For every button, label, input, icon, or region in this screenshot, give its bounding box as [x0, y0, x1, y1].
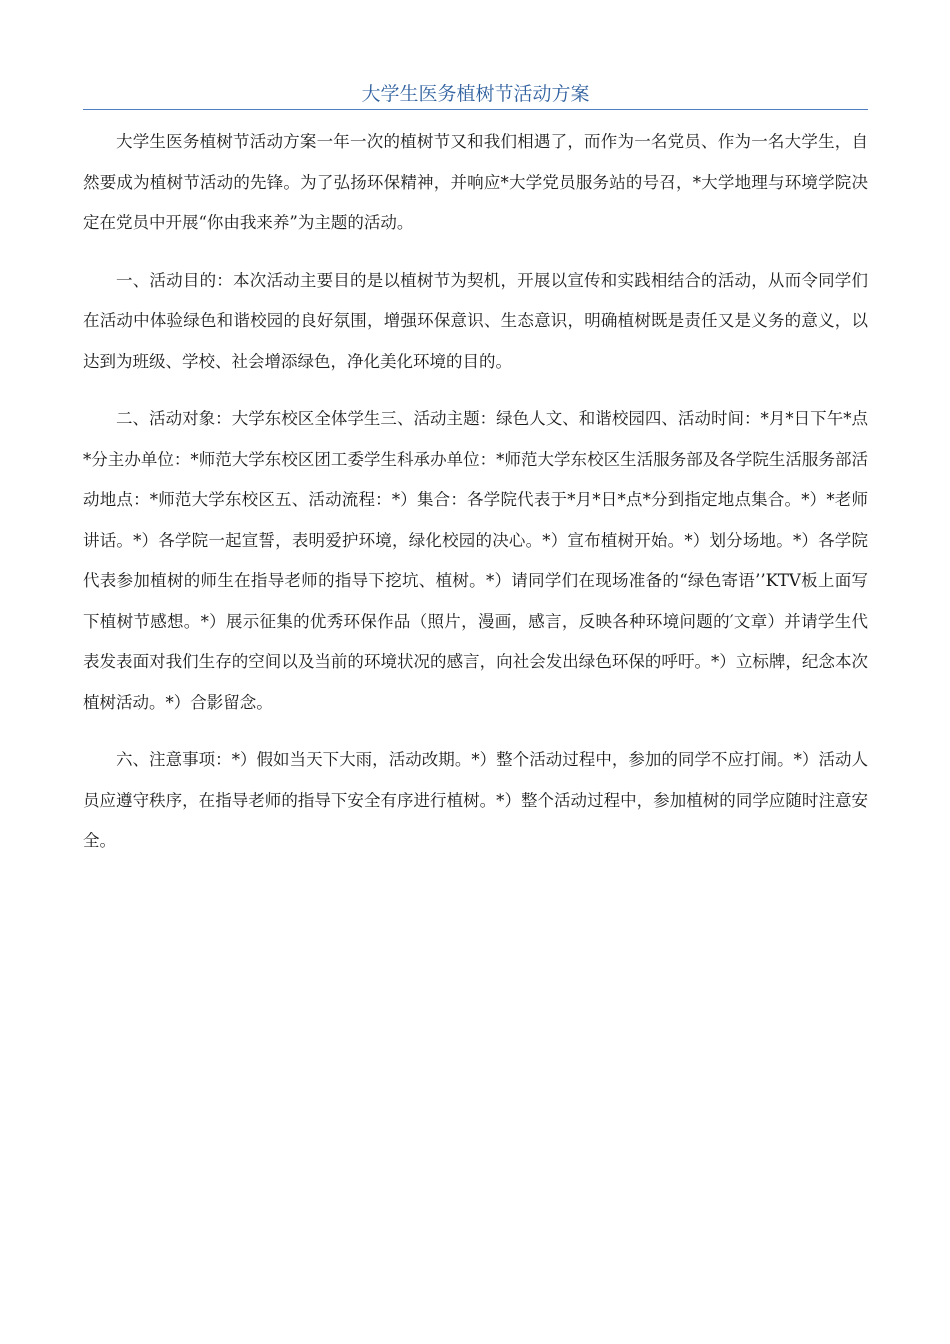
paragraph-intro: 大学生医务植树节活动方案一年一次的植树节又和我们相遇了，而作为一名党员、作为一名大学生，自然要成为植树节活动的先锋。为了弘扬环保精神，并响应*大学党员服务站的号召，*大学地理与环境学院决定在党员中开展“你由我来养”为主题的活动。: [83, 132, 868, 232]
document-title: 大学生医务植树节活动方案: [361, 83, 590, 105]
paragraph-purpose: 一、活动目的：本次活动主要目的是以植树节为契机，开展以宣传和实践相结合的活动，从而令同学们在活动中体验绿色和谐校园的良好氛围，增强环保意识、生态意识，明确植树既是责任又是义务的意义，以达到为班级、学校、社会增添绿色，净化美化环境的目的。: [83, 270, 868, 371]
paragraph-notes: 六、注意事项：*）假如当天下大雨，活动改期。*）整个活动过程中，参加的同学不应打闹。*）活动人员应遵守秩序，在指导老师的指导下安全有序进行植树。*）整个活动过程中，参加植树的同学应随时注意安全。: [83, 750, 868, 850]
paragraph-details: 二、活动对象：大学东校区全体学生三、活动主题：绿色人文、和谐校园四、活动时间：*月*日下午*点*分主办单位：*师范大学东校区团工委学生科承办单位：*师范大学东校区生活服务部及各学院生活服务部活动地点：*师范大学东校区五、活动流程：*）集合：各学院代表于*月*日*点*分到指定地点集合。*）*老师讲话。*）各学院一起宣誓，表明爱护环境，绿化校园的决心。*）宣布植树开始。*）划分场地。*）各学院代表参加植树的师生在指导老师的指导下挖坑、植树。*）请同学们在现场准备的“绿色寄语’’KTV板上面写下植树节感想。*）展示征集的优秀环保作品（照片，漫画，感言，反映各种环境问题的′文章）并请学生代表发表面对我们生存的空间以及当前的环境状况的感言，向社会发出绿色环保的呼吁。*）立标牌，纪念本次植树活动。*）合影留念。: [83, 409, 869, 712]
document-body: [83, 122, 868, 879]
title-underline: [83, 109, 868, 110]
